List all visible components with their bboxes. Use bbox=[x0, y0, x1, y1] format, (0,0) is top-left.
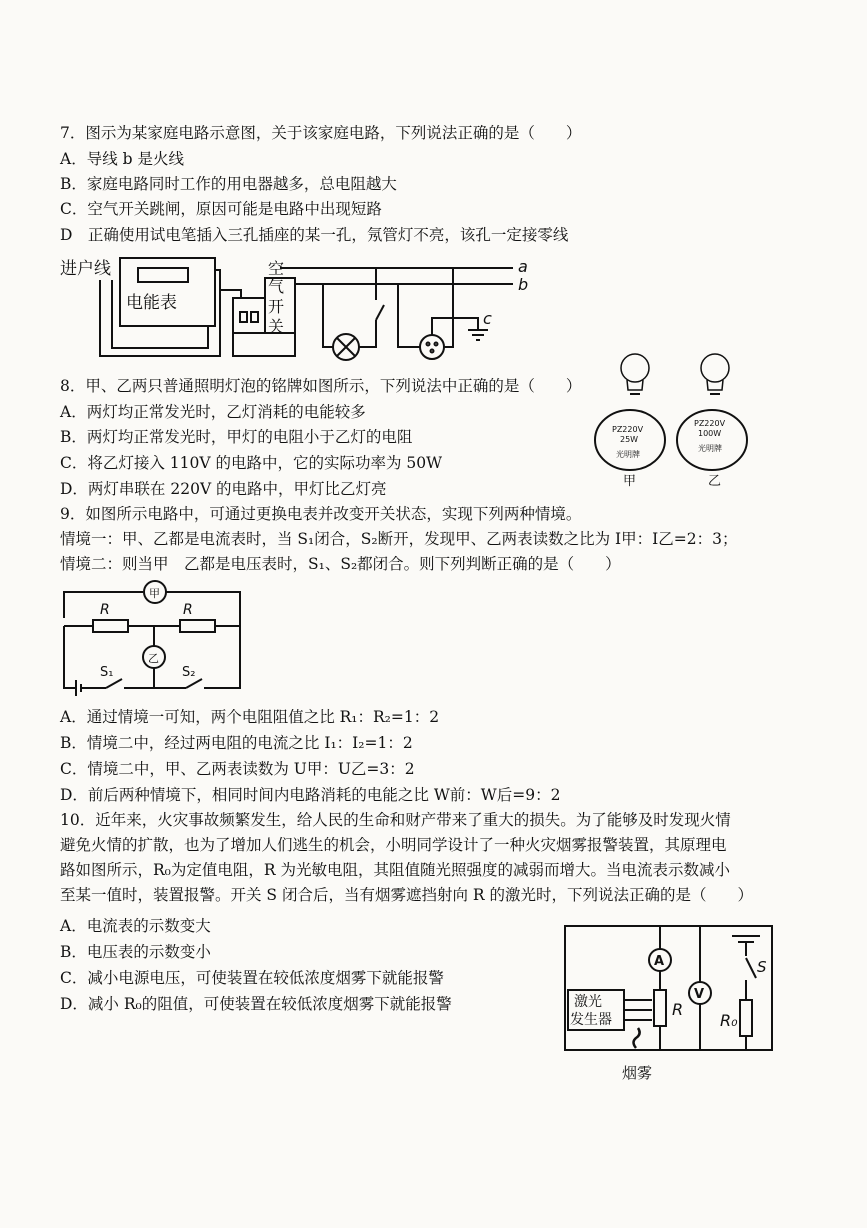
q8-option-c: C．将乙灯接入 110V 的电路中，它的实际功率为 50W bbox=[60, 454, 443, 472]
jia-brand: 光明牌 bbox=[616, 450, 640, 459]
q9-circuit-figure bbox=[58, 578, 248, 698]
meter-yi-label: 乙 bbox=[148, 652, 159, 665]
wire-a-label: a bbox=[518, 257, 528, 276]
switch-s1-icon bbox=[106, 679, 122, 688]
photoresistor-r bbox=[654, 990, 666, 1026]
switch-s2-icon bbox=[186, 679, 202, 688]
bulb-yi-icon bbox=[701, 354, 729, 394]
q9-option-c: C．情境二中，甲、乙两表读数为 U甲：U乙=3：2 bbox=[60, 760, 415, 778]
breaker-label-3: 开 bbox=[268, 297, 285, 316]
socket-hole-1 bbox=[427, 343, 430, 346]
entry-line-label: 进户线 bbox=[60, 259, 111, 279]
q10-option-a: A．电流表的示数变大 bbox=[60, 917, 211, 935]
meter-wire-in bbox=[178, 326, 208, 348]
q8-option-d: D．两灯串联在 220V 的电路中，甲灯比乙灯亮 bbox=[60, 480, 387, 498]
q7-option-c: C．空气开关跳闸，原因可能是电路中出现短路 bbox=[60, 200, 382, 218]
entry-wire-1 bbox=[100, 280, 198, 356]
socket-icon bbox=[420, 335, 444, 359]
r-label: R bbox=[672, 1000, 684, 1019]
wire-to-fuse bbox=[220, 290, 241, 298]
s2-label: S₂ bbox=[182, 665, 196, 680]
q9-option-d: D．前后两种情境下，相同时间内电路消耗的电能之比 W前：W后=9：2 bbox=[60, 786, 561, 804]
q10-option-c: C．减小电源电压，可使装置在较低浓度烟雾下就能报警 bbox=[60, 969, 444, 987]
bulb-jia-icon bbox=[621, 354, 649, 394]
meter-window bbox=[138, 268, 188, 282]
resistor-r0 bbox=[740, 1000, 752, 1036]
lamp-switch-wire bbox=[359, 320, 376, 347]
wire-b-label: b bbox=[518, 275, 529, 294]
fuse-1 bbox=[240, 312, 247, 322]
switch-s-label: S bbox=[757, 958, 767, 976]
laser-label-1: 激光 bbox=[574, 994, 602, 1010]
fuse-2 bbox=[251, 312, 258, 322]
q8-option-a: A．两灯均正常发光时，乙灯消耗的电能较多 bbox=[60, 403, 366, 421]
s1-label: S₁ bbox=[100, 665, 114, 680]
q10-stem-line-1: 10．近年来，火灾事故频繁发生，给人民的生命和财产带来了重大的损失。为了能够及时发现火情 bbox=[60, 811, 731, 829]
smoke-icon bbox=[634, 1028, 640, 1048]
q10-stem-line-4: 至某一值时，装置报警。开关 S 闭合后，当有烟雾遮挡射向 R 的激光时，下列说法正确的是（ ） bbox=[60, 886, 753, 904]
q10-option-b: B．电压表的示数变小 bbox=[60, 943, 211, 961]
socket-wire-2 bbox=[444, 268, 453, 347]
q10-stem-line-3: 路如图所示，R₀为定值电阻，R 为光敏电阻，其阻值随光照强度的减弱而增大。当电流表示数减小 bbox=[60, 861, 730, 879]
fuse-box bbox=[233, 298, 265, 333]
breaker-label-4: 关 bbox=[268, 317, 285, 336]
q8-stem: 8．甲、乙两只普通照明灯泡的铭牌如图所示，下列说法中正确的是（ ） bbox=[60, 377, 582, 395]
q7-option-b: B．家庭电路同时工作的用电器越多，总电阻越大 bbox=[60, 175, 397, 193]
jia-rating-power: 25W bbox=[620, 435, 639, 444]
socket-hole-2 bbox=[435, 343, 438, 346]
household-circuit-figure bbox=[58, 250, 538, 365]
switch-s-icon bbox=[746, 958, 756, 978]
resistor-r1 bbox=[93, 620, 128, 632]
yi-rating-power: 100W bbox=[698, 429, 722, 438]
q8-option-b: B．两灯均正常发光时，甲灯的电阻小于乙灯的电阻 bbox=[60, 428, 413, 446]
q7-stem: 7．图示为某家庭电路示意图，关于该家庭电路，下列说法正确的是（ ） bbox=[60, 124, 582, 142]
q10-stem-line-2: 避免火情的扩散，也为了增加人们逃生的机会，小明同学设计了一种火灾烟雾报警装置，其原理电 bbox=[60, 836, 727, 854]
lamp-wire bbox=[323, 284, 333, 347]
jia-rating-voltage: PZ220V bbox=[612, 425, 644, 434]
q9-option-b: B．情境二中，经过两电阻的电流之比 I₁：I₂=1：2 bbox=[60, 734, 413, 752]
wire-c-label: c bbox=[483, 309, 492, 328]
bulb-yi-name: 乙 bbox=[708, 474, 722, 489]
earth-wire bbox=[432, 318, 478, 335]
q10-option-d: D．减小 R₀的阻值，可使装置在较低浓度烟雾下就能报警 bbox=[60, 995, 452, 1013]
smoke-label: 烟雾 bbox=[622, 1064, 653, 1082]
switch-icon bbox=[376, 305, 384, 320]
energy-meter-label: 电能表 bbox=[126, 293, 177, 313]
breaker-label-2: 气 bbox=[268, 277, 285, 296]
socket-hole-3 bbox=[431, 350, 434, 353]
voltmeter-label: V bbox=[694, 987, 705, 1002]
ammeter-label: A bbox=[654, 954, 665, 969]
q9-case-1: 情境一：甲、乙都是电流表时，当 S₁闭合，S₂断开，发现甲、乙两表读数之比为 I甲：I乙=2：3； bbox=[60, 530, 738, 548]
meter-jia-label: 甲 bbox=[149, 587, 160, 600]
q9-right-wire bbox=[204, 626, 240, 688]
smoke-alarm-circuit-figure bbox=[560, 920, 780, 1090]
q9-stem: 9．如图所示电路中，可通过更换电表并改变开关状态，实现下列两种情境。 bbox=[60, 505, 582, 523]
laser-label-2: 发生器 bbox=[570, 1012, 612, 1028]
breaker-label-1: 空 bbox=[268, 259, 285, 278]
socket-wire-1 bbox=[398, 284, 420, 347]
breaker-return bbox=[233, 333, 295, 356]
q7-option-a: A．导线 b 是火线 bbox=[60, 150, 184, 168]
r0-label: R₀ bbox=[720, 1011, 738, 1030]
q7-option-d: D 正确使用试电笔插入三孔插座的某一孔，氖管灯不亮，该孔一定接零线 bbox=[60, 226, 569, 244]
resistor-r2 bbox=[180, 620, 215, 632]
yi-rating-voltage: PZ220V bbox=[694, 419, 726, 428]
r2-label: R bbox=[183, 602, 193, 618]
q9-option-a: A．通过情境一可知，两个电阻阻值之比 R₁：R₂=1：2 bbox=[60, 708, 440, 726]
yi-brand: 光明牌 bbox=[698, 444, 722, 453]
entry-wire-2 bbox=[112, 280, 178, 348]
q9-case-2: 情境二：则当甲 乙都是电压表时，S₁、S₂都闭合。则下列判断正确的是（ ） bbox=[60, 555, 621, 573]
q9-left-wire bbox=[64, 626, 76, 688]
r1-label: R bbox=[100, 602, 110, 618]
bulb-jia-name: 甲 bbox=[623, 474, 637, 489]
bulb-nameplates-figure bbox=[590, 340, 770, 490]
